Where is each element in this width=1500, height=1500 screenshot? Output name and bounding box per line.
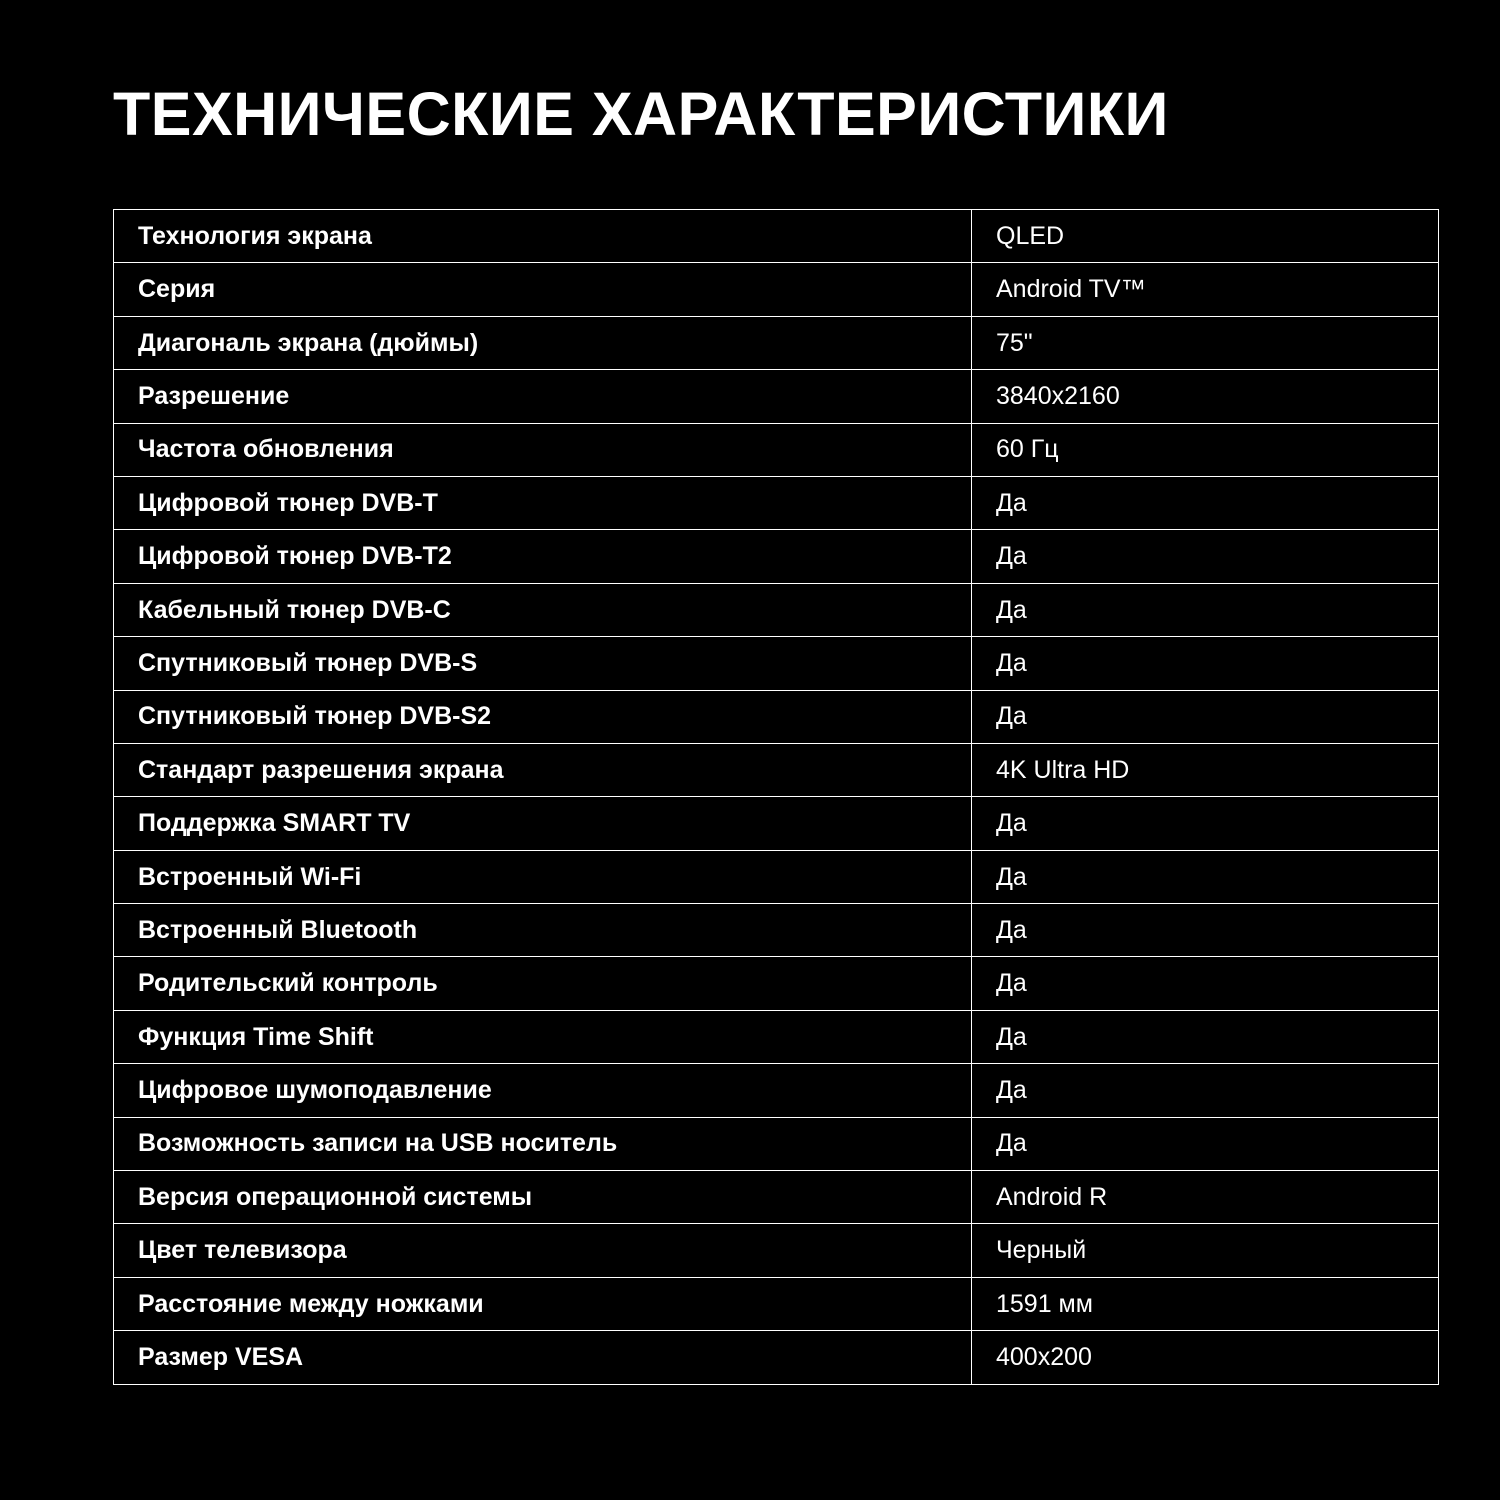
spec-parameter: Серия: [114, 263, 972, 316]
table-row: [114, 210, 1439, 263]
spec-parameter: Спутниковый тюнер DVB-S: [114, 637, 972, 690]
spec-value: Да: [972, 476, 1439, 529]
table-row: [114, 316, 1439, 369]
specifications-table: [113, 209, 1439, 1385]
table-row: [114, 850, 1439, 903]
page-title: ТЕХНИЧЕСКИЕ ХАРАКТЕРИСТИКИ: [113, 80, 1169, 148]
spec-parameter: Встроенный Bluetooth: [114, 904, 972, 957]
spec-parameter: Родительский контроль: [114, 957, 972, 1010]
table-row: [114, 690, 1439, 743]
spec-parameter: Цифровой тюнер DVB-T: [114, 476, 972, 529]
spec-value: Да: [972, 690, 1439, 743]
spec-value: Android TV™: [972, 263, 1439, 316]
spec-parameter: Разрешение: [114, 370, 972, 423]
spec-value: Да: [972, 957, 1439, 1010]
table-row: [114, 1171, 1439, 1224]
spec-value: Да: [972, 637, 1439, 690]
spec-parameter: Размер VESA: [114, 1331, 972, 1384]
spec-parameter: Расстояние между ножками: [114, 1277, 972, 1330]
table-row: [114, 1117, 1439, 1170]
table-row: [114, 1331, 1439, 1384]
spec-value: Да: [972, 1117, 1439, 1170]
table-row: [114, 957, 1439, 1010]
table-row: [114, 904, 1439, 957]
spec-value: Android R: [972, 1171, 1439, 1224]
table-row: [114, 476, 1439, 529]
spec-parameter: Стандарт разрешения экрана: [114, 743, 972, 796]
spec-parameter: Цвет телевизора: [114, 1224, 972, 1277]
spec-parameter: Встроенный Wi-Fi: [114, 850, 972, 903]
table-row: [114, 370, 1439, 423]
spec-value: Да: [972, 1010, 1439, 1063]
spec-value: 75": [972, 316, 1439, 369]
table-row: [114, 1224, 1439, 1277]
table-row: [114, 797, 1439, 850]
spec-value: 60 Гц: [972, 423, 1439, 476]
spec-value: 4K Ultra HD: [972, 743, 1439, 796]
spec-parameter: Кабельный тюнер DVB-C: [114, 583, 972, 636]
spec-value: QLED: [972, 210, 1439, 263]
spec-parameter: Спутниковый тюнер DVB-S2: [114, 690, 972, 743]
spec-parameter: Функция Time Shift: [114, 1010, 972, 1063]
spec-parameter: Технология экрана: [114, 210, 972, 263]
table-row: [114, 263, 1439, 316]
spec-parameter: Цифровой тюнер DVB-T2: [114, 530, 972, 583]
spec-value: 3840x2160: [972, 370, 1439, 423]
spec-value: Черный: [972, 1224, 1439, 1277]
table-row: [114, 530, 1439, 583]
spec-parameter: Частота обновления: [114, 423, 972, 476]
spec-value: Да: [972, 530, 1439, 583]
spec-value: Да: [972, 797, 1439, 850]
spec-value: Да: [972, 904, 1439, 957]
spec-parameter: Диагональ экрана (дюймы): [114, 316, 972, 369]
spec-parameter: Возможность записи на USB носитель: [114, 1117, 972, 1170]
table-row: [114, 423, 1439, 476]
table-row: [114, 743, 1439, 796]
spec-parameter: Версия операционной системы: [114, 1171, 972, 1224]
spec-value: 1591 мм: [972, 1277, 1439, 1330]
table-row: [114, 637, 1439, 690]
table-row: [114, 1010, 1439, 1063]
table-row: [114, 1277, 1439, 1330]
specifications-table-body: [114, 210, 1439, 1385]
table-row: [114, 583, 1439, 636]
spec-parameter: Поддержка SMART TV: [114, 797, 972, 850]
spec-value: Да: [972, 583, 1439, 636]
spec-value: Да: [972, 850, 1439, 903]
spec-value: Да: [972, 1064, 1439, 1117]
spec-value: 400x200: [972, 1331, 1439, 1384]
spec-parameter: Цифровое шумоподавление: [114, 1064, 972, 1117]
table-row: [114, 1064, 1439, 1117]
